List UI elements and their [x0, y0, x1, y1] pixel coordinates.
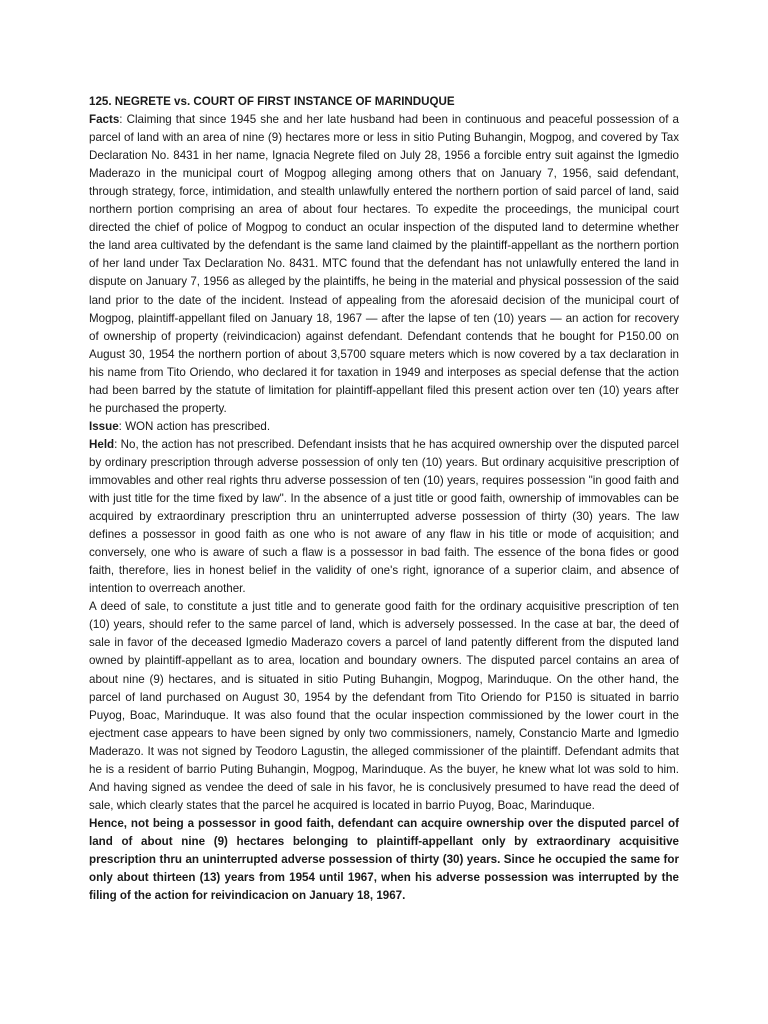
deed-of-sale-paragraph: A deed of sale, to constitute a just title and to generate good faith for the ordinary acquisitive prescription of ten (10) years, should refer to the same parcel of land, which is adversely possessed. In the case at bar, the deed of sale in favor of the deceased Igmedio Maderazo covers a parcel of land patently different from the disputed land owned by plaintiff-appellant as to area, location and boundary owners. The disputed parcel contains an area of about nine (9) hectares, and is situated in sitio Puting Buhangin, Mogpog, Marinduque. On the other hand, the parcel of land purchased on August 30, 1954 by the defendant from Tito Oriendo for P150 is situated in barrio Puyog, Boac, Marinduque. It was also found that the ocular inspection commissioned by the lower court in the ejectment case appears to have been signed by only two commissioners, namely, Constancio Marte and Igmedio Maderazo. It was not signed by Teodoro Lagustin, the alleged commissioner of the plaintiff. Defendant admits that he is a resident of barrio Puting Buhangin, Mogpog, Marinduque. As the buyer, he knew what lot was sold to him. And having signed as vendee the deed of sale in his favor, he is conclusively presumed to have read the deed of sale, which clearly states that the parcel he acquired is located in barrio Puyog, Boac, Marinduque. [89, 600, 679, 812]
held-label: Held [89, 437, 115, 451]
facts-text: : Claiming that since 1945 she and her late husband had been in continuous and peaceful possession of a parcel of land with an area of nine (9) hectares more or less in sitio Puting Buhangin, Mogpog, and covered by Tax Declaration No. 8431 in her name, Ignacia Negrete filed on July 28, 1956 a forcible entry suit against the Igmedio Maderazo in the municipal court of Mogpog alleging among others that on January 7, 1956, said defendant, through strategy, force, intimidation, and stealth unlawfully entered the northern portion of said parcel of land, said northern portion comprising an area of about four hectares. To expedite the proceedings, the municipal court directed the chief of police of Mogpog to conduct an ocular inspection of the disputed land to determine whether the land area cultivated by the defendant is the same land claimed by the plaintiff-appellant as the northern portion of her land under Tax Declaration No. 8431. MTC found that the defendant has not unlawfully entered the land in dispute on January 7, 1956 as alleged by the plaintiffs, he being in the material and physical possession of the said land prior to the date of the incident. Instead of appealing from the aforesaid decision of the municipal court of Mogpog, plaintiff-appellant filed on January 18, 1967 — after the lapse of ten (10) years — an action for recovery of ownership of property (reivindicacion) against defendant. Defendant contends that he bought for P150.00 on August 30, 1954 the northern portion of about 3,5700 square meters which is now covered by a tax declaration in his name from Tito Oriendo, who declared it for taxation in 1949 and interposes as special defense that the action had been barred by the statute of limitation for plaintiff-appellant filed this present action over ten (10) years after he purchased the property. [89, 113, 679, 415]
issue-label: Issue [89, 419, 119, 433]
conclusion-paragraph: Hence, not being a possessor in good faith, defendant can acquire ownership over the disputed parcel of land of about nine (9) hectares belonging to plaintiff-appellant only by extraordinary acquisitive prescription thru an uninterrupted adverse possession of thirty (30) years. Since he occupied the same for only about thirteen (13) years from 1954 until 1967, when his adverse possession was interrupted by the filing of the action for reivindicacion on January 18, 1967. [89, 816, 679, 903]
case-title: 125. NEGRETE vs. COURT OF FIRST INSTANCE OF MARINDUQUE [89, 95, 455, 108]
held-text: : No, the action has not prescribed. Defendant insists that he has acquired ownership over the disputed parcel by ordinary prescription through adverse possession of only ten (10) years. But ordinary acquisitive prescription of immovables and other real rights thru adverse possession of ten (10) years, requires possession "in good faith and with just title for the time fixed by law". In the absence of a just title or good faith, ownership of immovables can be acquired by extraordinary prescription thru an uninterrupted adverse possession of thirty (30) years. The law defines a possessor in good faith as one who is not aware of any flaw in his title or mode of acquisition; and conversely, one who is aware of such a flaw is a possessor in bad faith. The essence of the bona fides or good faith, therefore, lies in honest belief in the validity of one's right, ignorance of a superior claim, and absence of intention to overreach another. [89, 437, 679, 596]
issue-text: : WON action has prescribed. [118, 419, 271, 433]
issue-paragraph [89, 418, 679, 436]
held-paragraph [89, 436, 679, 598]
facts-paragraph [89, 111, 679, 418]
document-page [89, 93, 679, 905]
facts-label: Facts [89, 113, 120, 127]
